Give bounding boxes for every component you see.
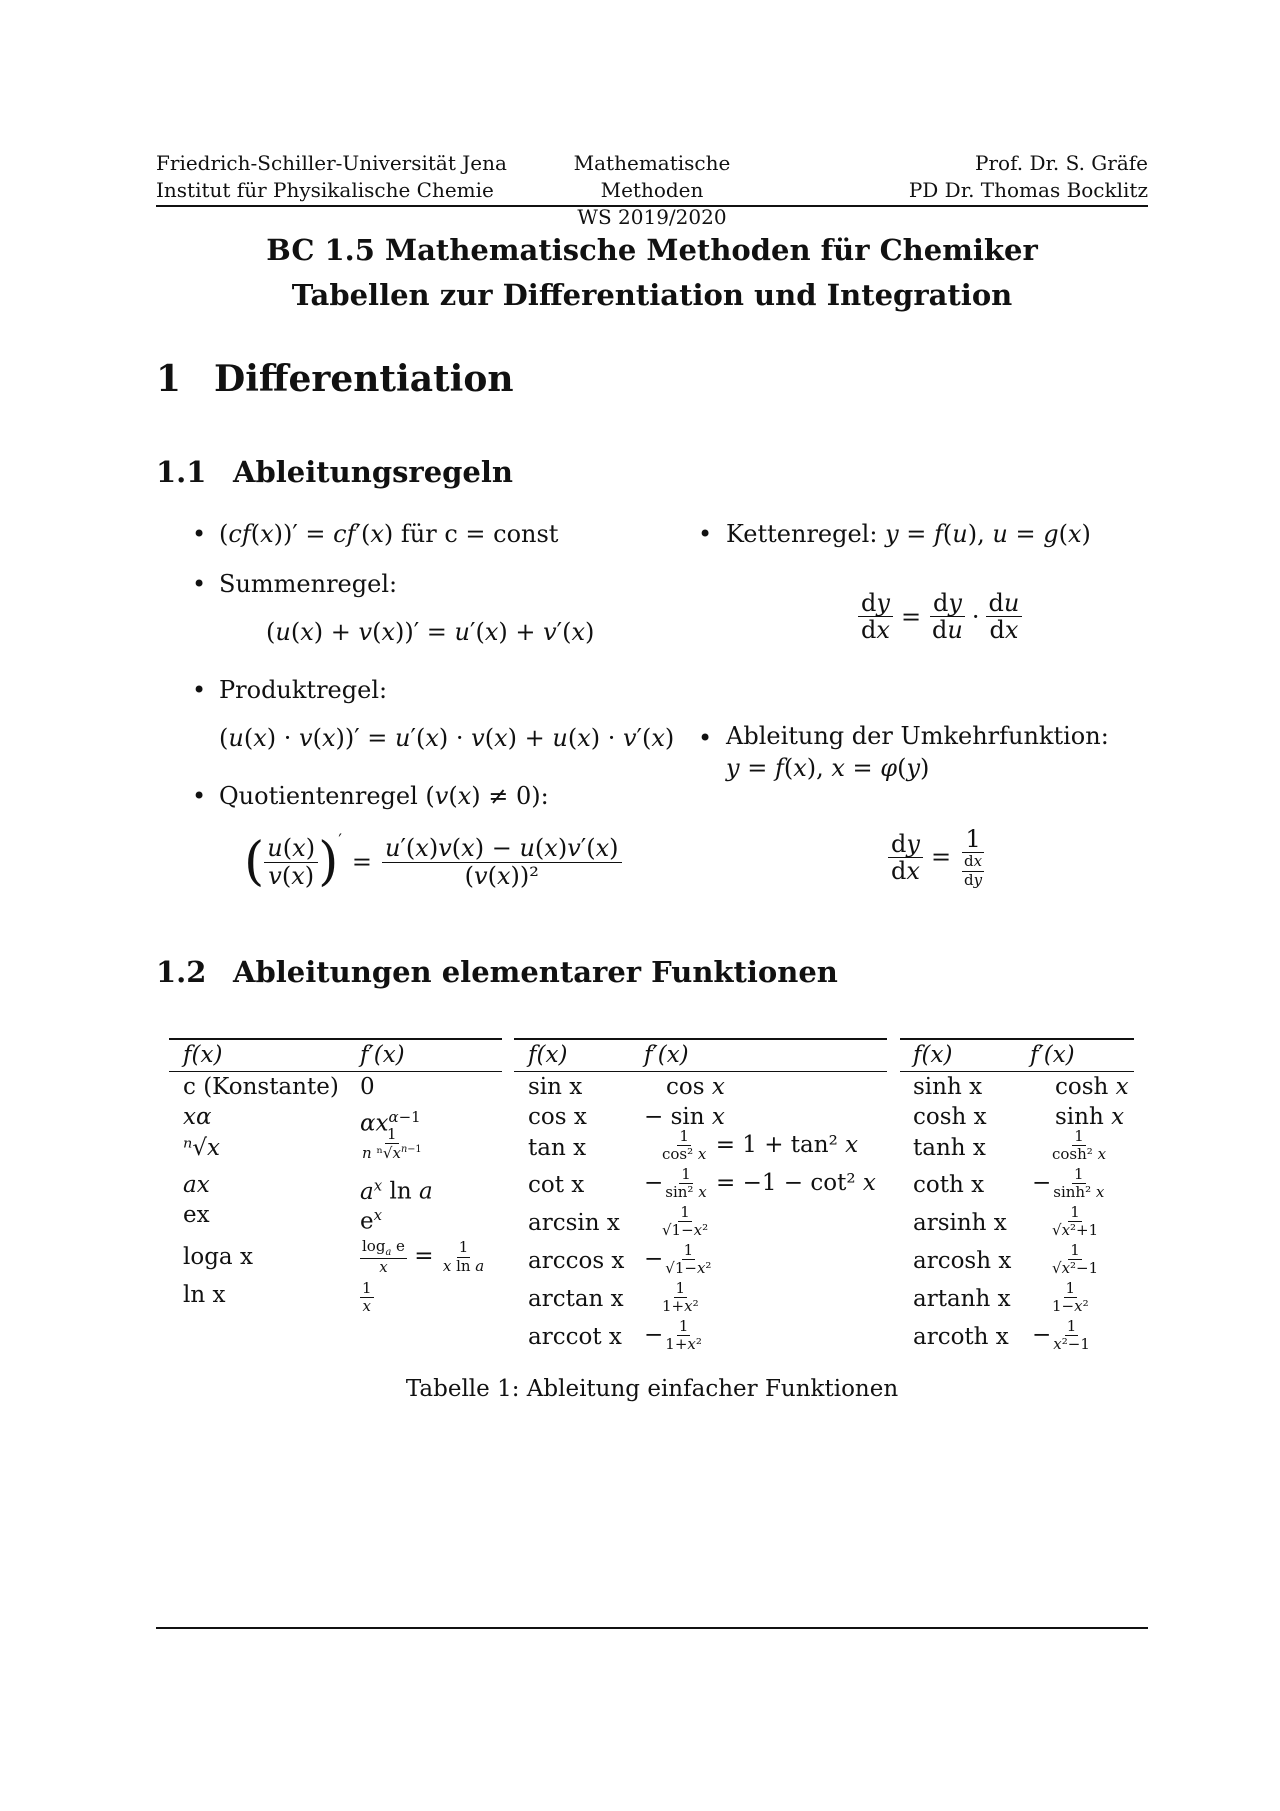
table-row-f: arsinh x (913, 1210, 1007, 1236)
header-left (156, 150, 507, 204)
rule1-const: c = const (444, 520, 559, 548)
table-row-fprime: $\frac{1}{n ^n√x^{n-1}}$ (362, 1125, 422, 1163)
table-row-fprime: cos x (666, 1074, 725, 1100)
bullet-dot: • (192, 782, 207, 810)
table-row-f: arccot x (528, 1324, 622, 1350)
table-row-fprime: $\frac{1}{\text{1−x²}}$ (1052, 1279, 1089, 1316)
product-rule-formula: (u(x) · v(x))′ = u′(x) · v(x) + u(x) · v′(x) (219, 724, 675, 752)
table-row-f: loga x (183, 1244, 253, 1270)
table-row-f: arcoth x (913, 1324, 1009, 1350)
table-row-f: ax (183, 1172, 210, 1198)
section-number: 1 (156, 358, 182, 400)
table-row-fprime: $\frac{1}{\text{cos² x}}$ = 1 + tan² x (662, 1127, 859, 1164)
table-row-fprime: $\frac{\log_a e}{x}$ = $\frac{1}{\text{x ln a}}$ (362, 1237, 485, 1277)
table-row-f: arccos x (528, 1248, 625, 1274)
quotient-rule-formula: ( $\frac{u(x)}{v(x)}$ ) ′ = $\frac{u'(x)v(x) - u(x)v'(x)}{\text{(v(x))²}}$ (244, 822, 622, 902)
inverse-function-condition: y = f(x), x = φ(y) (726, 754, 930, 782)
table-row-fprime: − $\frac{1}{\text{sin² x}}$ = −1 − cot² x (644, 1165, 876, 1202)
table-row-f: ln x (183, 1282, 226, 1308)
table-row-f: tan x (528, 1135, 587, 1161)
table-header-f: f(x) (183, 1042, 223, 1068)
table-row-fprime: $\frac{1}{\text{√x²−1}}$ (1052, 1241, 1099, 1278)
table-header-f: f(x) (913, 1042, 953, 1068)
table-row-f: arctan x (528, 1286, 624, 1312)
bullet-dot: • (698, 724, 713, 752)
bullet-dot: • (192, 676, 207, 704)
table-top-rule (514, 1038, 887, 1040)
bullet-dot: • (192, 570, 207, 598)
table-row-f: arcsin x (528, 1210, 620, 1236)
table-row-fprime: − $\frac{1}{\text{x²−1}}$ (1032, 1317, 1090, 1354)
table-row-fprime: $a^x$ ln a (360, 1176, 433, 1205)
section-heading-1-2 (156, 955, 838, 989)
lecturer-name: PD Dr. Thomas Bocklitz (908, 178, 1148, 202)
table-row-f: artanh x (913, 1286, 1011, 1312)
table-row-f: cos x (528, 1104, 587, 1130)
section-heading-1-1 (156, 455, 513, 489)
table-row-f: cot x (528, 1172, 585, 1198)
inverse-function-label: Ableitung der Umkehrfunktion: (726, 722, 1109, 750)
inverse-function-formula: $\frac{dy}{dx}$ = $\frac{1}{\frac{dx}{dy}}$ (888, 826, 987, 889)
table-row-f: ⁿ√x (183, 1135, 220, 1161)
product-rule-label: Produktregel: (219, 676, 388, 704)
table-row-f: sin x (528, 1074, 583, 1100)
subsection-title: Ableitungen elementarer Funktionen (233, 955, 838, 989)
table-row-fprime: 0 (360, 1074, 375, 1100)
bullet-dot: • (698, 520, 713, 548)
university-name: Friedrich-Schiller-Universität Jena (156, 151, 507, 175)
subsection-number: 1.1 (156, 455, 207, 489)
quotient-rule-label: Quotientenregel (v(x) ≠ 0): (219, 782, 549, 810)
header-center (528, 150, 776, 231)
table-row-fprime: $\frac{1}{\text{√x²+1}}$ (1052, 1203, 1099, 1240)
table-row-f: cosh x (913, 1104, 987, 1130)
table-row-f: c (Konstante) (183, 1074, 339, 1100)
constant-factor-rule: (cf(x))′ = cf′(x) für c = const (219, 520, 559, 548)
table-row-f: xα (183, 1104, 212, 1130)
table-row-fprime: $\alpha x^{\alpha-1}$ (360, 1108, 421, 1137)
table-row-fprime: − sin x (644, 1104, 725, 1130)
section-heading-1 (156, 358, 514, 400)
sum-rule-label: Summenregel: (219, 570, 398, 598)
table-row-f: coth x (913, 1172, 985, 1198)
sum-rule-formula: (u(x) + v(x))′ = u′(x) + v′(x) (266, 618, 595, 646)
table-row-f: tanh x (913, 1135, 986, 1161)
title-line-1: BC 1.5 Mathematische Methoden für Chemiker (266, 233, 1038, 267)
document-title (156, 228, 1148, 318)
section-title: Differentiation (214, 358, 514, 400)
subsection-number: 1.2 (156, 955, 207, 989)
table-row-fprime: $\frac{1}{\text{cosh² x}}$ (1052, 1127, 1107, 1164)
table-row-fprime: $\frac{1}{\text{1+x²}}$ (662, 1279, 699, 1316)
table-row-f: sinh x (913, 1074, 983, 1100)
chain-rule-label: Kettenregel: y = f(u), u = g(x) (726, 520, 1091, 548)
bullet-dot: • (192, 520, 207, 548)
table-row-fprime: cosh x (1055, 1074, 1129, 1100)
table-row-fprime: − $\frac{1}{\text{1+x²}}$ (644, 1317, 702, 1354)
rule1-suffix: für (393, 520, 445, 548)
table-row-fprime: − $\frac{1}{\text{√1−x²}}$ (644, 1241, 712, 1278)
table-header-fprime: f′(x) (360, 1042, 405, 1068)
header-rule (156, 205, 1148, 207)
table-row-fprime: $\frac{1}{x}$ (362, 1279, 372, 1316)
quotient-label-text: Quotientenregel (219, 782, 426, 810)
course-name: Mathematische Methoden (573, 151, 731, 202)
footer-rule (156, 1627, 1148, 1629)
table-row-fprime: − $\frac{1}{\text{sinh² x}}$ (1032, 1165, 1105, 1202)
table-header-fprime: f′(x) (1030, 1042, 1075, 1068)
header-right (909, 150, 1148, 204)
chain-label-text: Kettenregel: (726, 520, 886, 548)
table-header-f: f(x) (528, 1042, 568, 1068)
table-caption: Tabelle 1: Ableitung einfacher Funktionen (405, 1376, 899, 1402)
table-row-fprime: $\frac{1}{\text{√1−x²}}$ (662, 1203, 709, 1240)
table-header-fprime: f′(x) (644, 1042, 689, 1068)
title-line-2: Tabellen zur Differentiation und Integration (291, 278, 1013, 312)
table-row-f: arcosh x (913, 1248, 1012, 1274)
subsection-title: Ableitungsregeln (233, 455, 513, 489)
professor-name: Prof. Dr. S. Gräfe (975, 151, 1148, 175)
table-row-fprime: $e^x$ (360, 1206, 383, 1235)
chain-rule-formula: $\frac{dy}{dx}$ = $\frac{dy}{du}$ · $\frac{du}{dx}$ (858, 590, 1022, 644)
table-row-f: ex (183, 1202, 210, 1228)
table-row-fprime: sinh x (1055, 1104, 1125, 1130)
semester: WS 2019/2020 (577, 205, 727, 229)
institute-name: Institut für Physikalische Chemie (156, 178, 494, 202)
